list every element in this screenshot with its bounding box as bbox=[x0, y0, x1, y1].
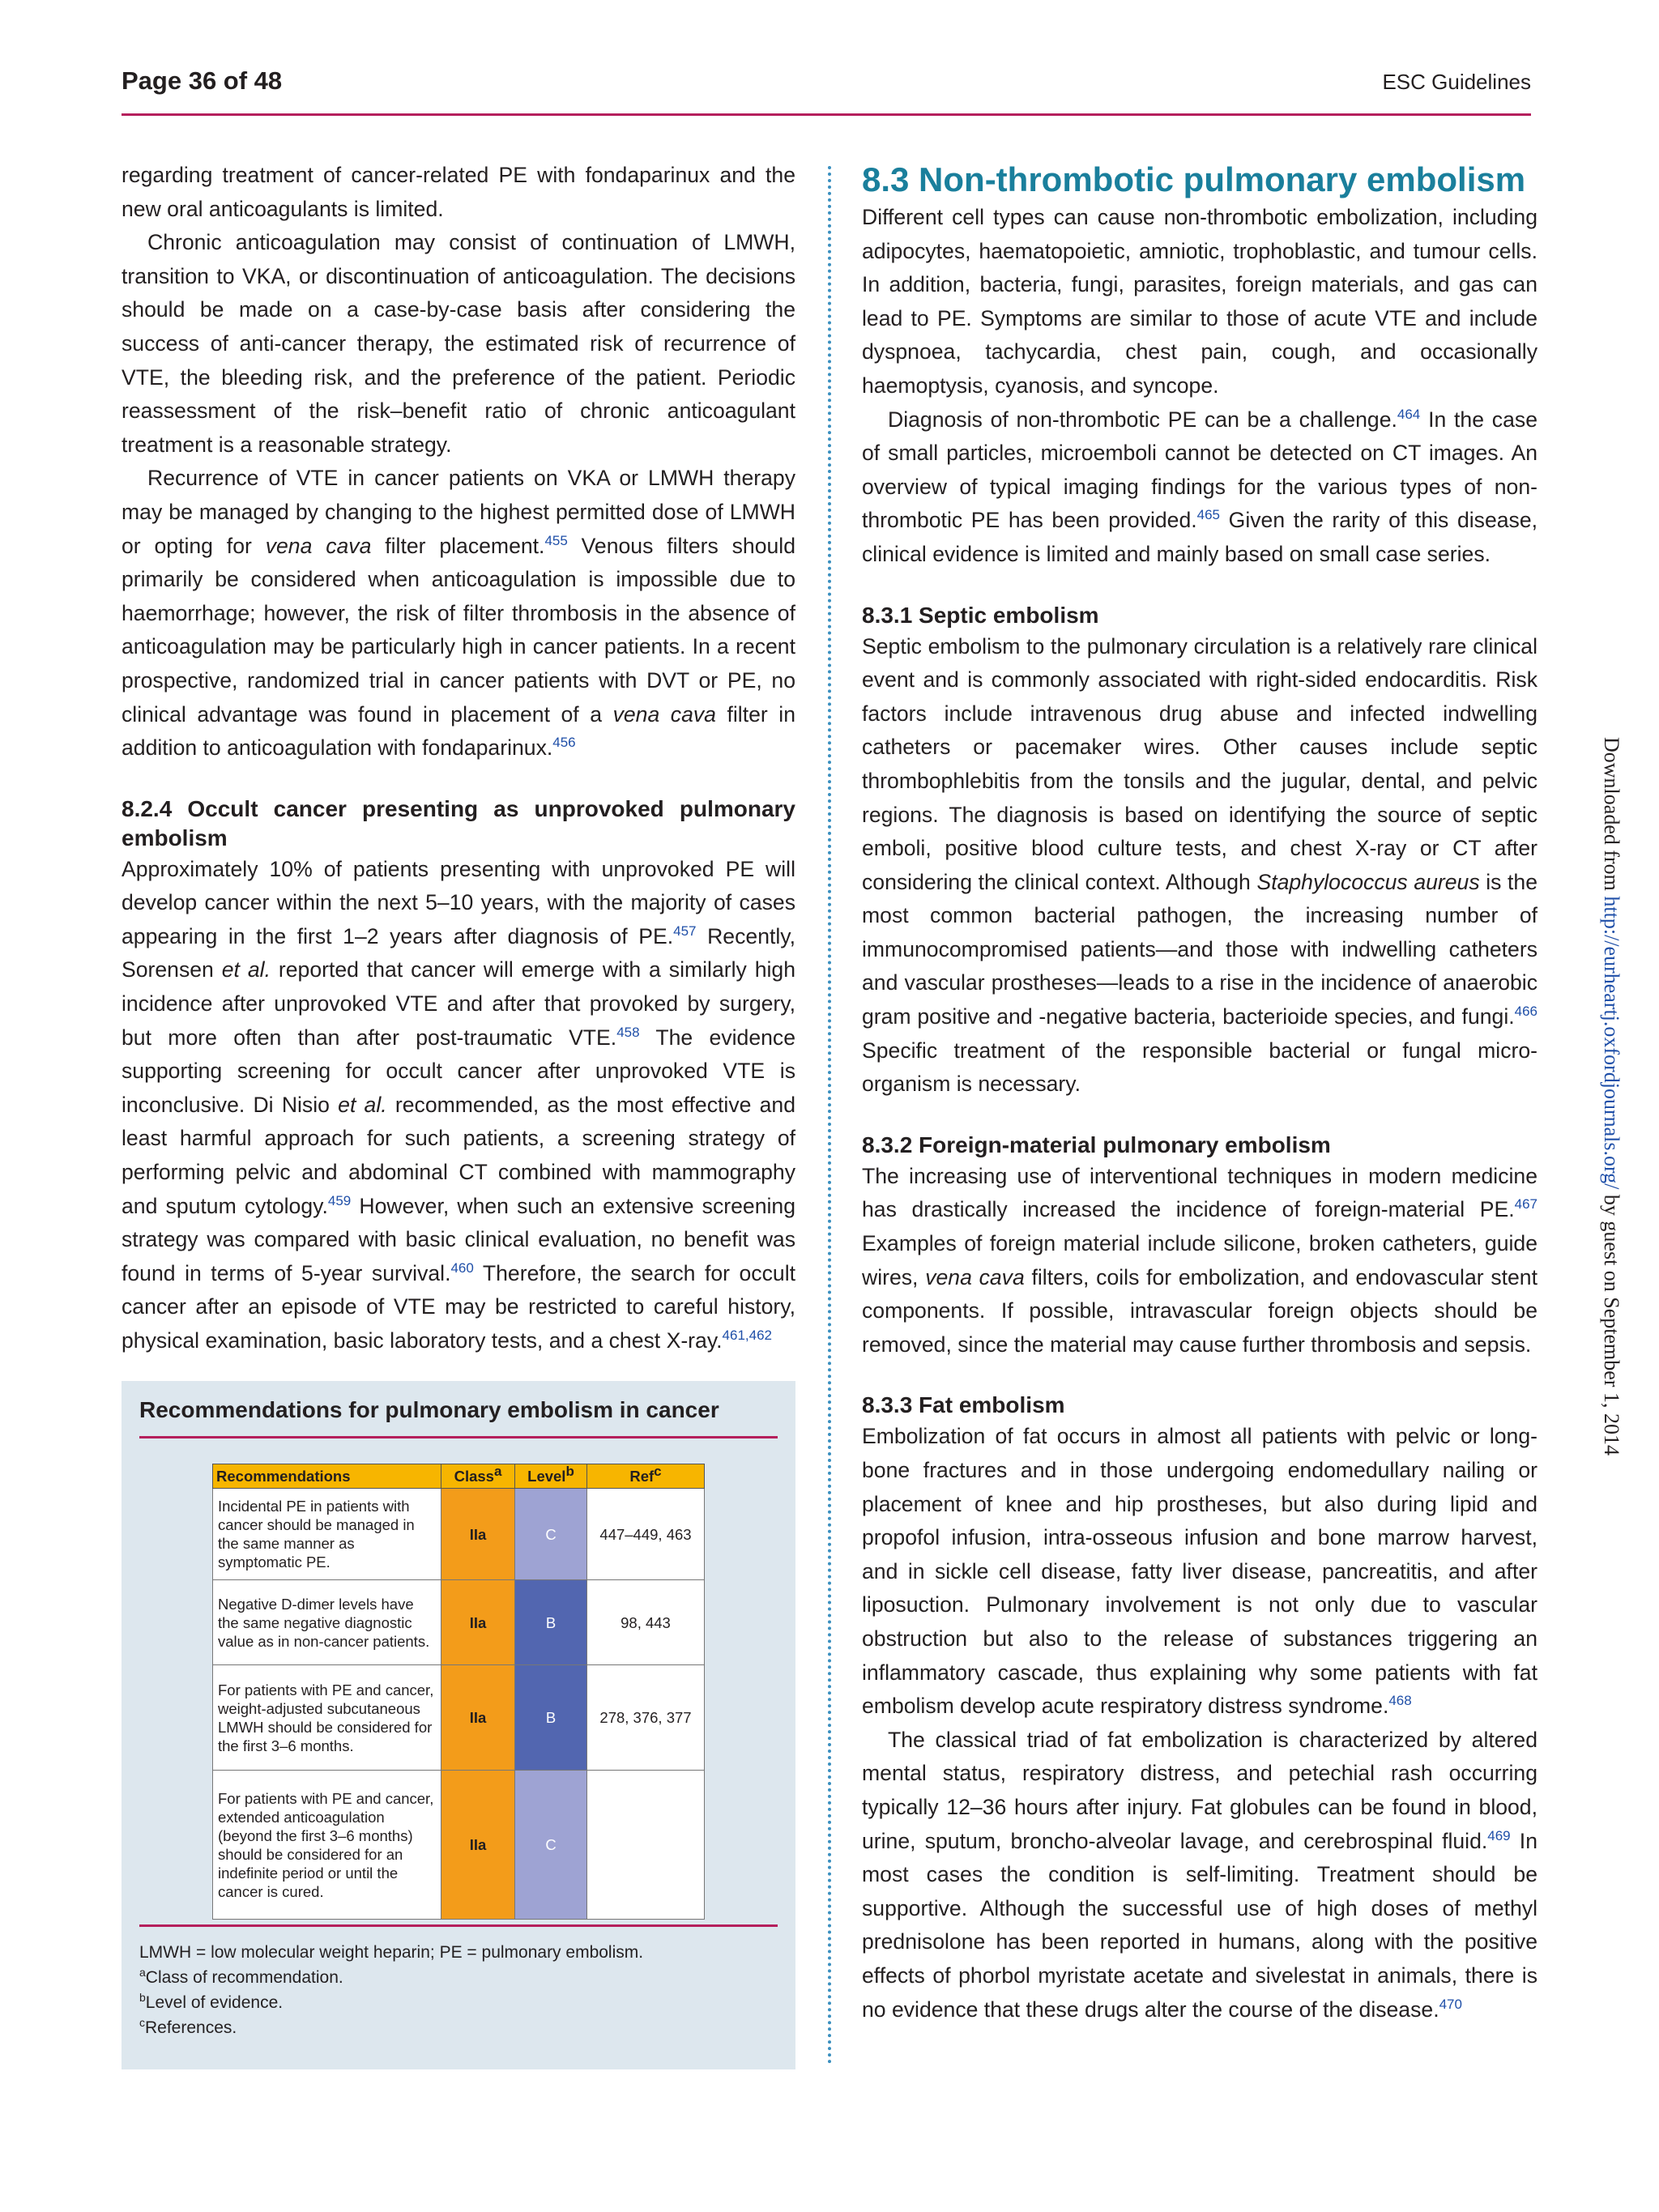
footnote-c: $^c$References. bbox=[139, 2016, 237, 2037]
citation-link[interactable]: 464 bbox=[1397, 406, 1421, 422]
citation-link[interactable]: 466 bbox=[1514, 1004, 1537, 1020]
level-cell: C bbox=[515, 1771, 587, 1920]
recommendation-text: For patients with PE and cancer, weight-adjusted subcutaneous LMWH should be considered for the first 3–6 months. bbox=[213, 1665, 441, 1771]
header-class: Class$^a$ bbox=[441, 1464, 515, 1489]
header-recommendations: Recommendations bbox=[213, 1464, 441, 1489]
class-cell: IIa bbox=[441, 1665, 515, 1771]
level-cell: C bbox=[515, 1489, 587, 1580]
citation-link[interactable]: 460 bbox=[450, 1259, 474, 1276]
journal-url-link[interactable]: http://eurheartj.oxfordjournals.org/ bbox=[1600, 896, 1623, 1190]
paragraph: The classical triad of fat embolization is characterized by altered mental status, respiratory distress, and petechial rash occurring typically 12–36 hours after injury. Fat globules can be found in blood, urine, sputum, broncho-alveolar lavage, and cerebrospinal fluid.$^{469}$ In most cases the condition is self-limiting. Treatment should be supportive. Although the successful use of high doses of methyl prednisolone has been reported in humans, along with the positive effects of phorbol myristate acetate and sivelestat in animals, there is no evidence that these drugs alter the course of the disease.$^{470}$ bbox=[862, 1727, 1537, 2022]
citation-link[interactable]: 456 bbox=[552, 735, 576, 751]
section-heading-8-3-2: 8.3.2 Foreign-material pulmonary embolism bbox=[862, 1132, 1331, 1157]
paragraph: Recurrence of VTE in cancer patients on VKA or LMWH therapy may be managed by changing to the highest permitted dose of LMWH or opting for vena cava filter placement.$^{455}$ Venous filters should primarily be considered when anticoagulation is impossible due to haemorrhage; however, the risk of filter thrombosis in the absence of anticoagulation may be particularly high in cancer patients. In a recent prospective, randomized trial in cancer patients with DVT or PE, no clinical advantage was found in placement of a vena cava filter in addition to anticoagulation with fondaparinux.$^{456}$ bbox=[122, 466, 795, 761]
recommendation-text: Incidental PE in patients with cancer should be managed in the same manner as symptomatic PE. bbox=[213, 1489, 441, 1580]
footnote-a: $^a$Class of recommendation. bbox=[139, 1966, 343, 1987]
section-heading-8-3-1: 8.3.1 Septic embolism bbox=[862, 602, 1099, 628]
citation-link[interactable]: 459 bbox=[327, 1192, 352, 1208]
level-cell: B bbox=[515, 1580, 587, 1665]
class-cell: IIa bbox=[441, 1489, 515, 1580]
table-row bbox=[213, 1665, 705, 1771]
page-number: Page 36 of 48 bbox=[122, 66, 283, 95]
citation-link[interactable]: 458 bbox=[616, 1024, 640, 1040]
box-footnotes bbox=[139, 1940, 643, 2040]
paragraph: The increasing use of interventional techniques in modern medicine has drastically increased the incidence of foreign-material PE.$^{467}$ Examples of foreign material include silicone, broken catheters, guide wires, vena cava filters, coils for embolization, and endovascular stent components. If possible, intravascular foreign objects should be removed, since the material may cause further thrombosis and sepsis. bbox=[862, 1163, 1537, 1357]
journal-name: ESC Guidelines bbox=[1382, 70, 1531, 94]
class-cell: IIa bbox=[441, 1771, 515, 1920]
box-title: Recommendations for pulmonary embolism in cancer bbox=[139, 1397, 719, 1422]
abbreviations-note: LMWH = low molecular weight heparin; PE = pulmonary embolism. bbox=[139, 1943, 644, 1962]
level-cell: B bbox=[515, 1665, 587, 1771]
recommendations-box bbox=[122, 1381, 795, 2069]
citation-link[interactable]: 465 bbox=[1196, 507, 1221, 523]
header-level: Level$^b$ bbox=[515, 1464, 587, 1489]
table-row bbox=[213, 1489, 705, 1580]
column-divider bbox=[828, 166, 831, 2065]
footnote-b: $^b$Level of evidence. bbox=[139, 1991, 284, 2012]
paragraph: Embolization of fat occurs in almost all patients with pelvic or long-bone fractures and in those undergoing endomedullary nailing or placement of knee and hip prostheses, but also during lipid and propofol infusion, intra-osseous infusion and bone marrow harvest, and in sickle cell disease, fatty liver disease, pancreatitis, and after liposuction. Pulmonary involvement is not only due to vascular obstruction but also to the release of substances triggering an inflammatory cascade, thus explaining why some patients with fat embolism develop acute respiratory distress syndrome.$^{468}$ bbox=[862, 1424, 1537, 1719]
citation-link[interactable]: 455 bbox=[544, 532, 568, 548]
citation-link[interactable]: 461,462 bbox=[722, 1328, 772, 1344]
table-row bbox=[213, 1580, 705, 1665]
class-cell: IIa bbox=[441, 1580, 515, 1665]
section-heading-8-2-4: 8.2.4 Occult cancer presenting as unprovoked pulmonary embolism bbox=[122, 795, 795, 850]
ref-cell bbox=[587, 1771, 705, 1920]
header-ref: Ref$^c$ bbox=[587, 1464, 705, 1489]
citation-link[interactable]: 468 bbox=[1388, 1693, 1412, 1709]
table-row bbox=[213, 1771, 705, 1920]
recommendation-text: For patients with PE and cancer, extended anticoagulation (beyond the first 3–6 months) should be considered for an indefinite period or until the cancer is cured. bbox=[213, 1771, 441, 1920]
paragraph: Different cell types can cause non-thrombotic embolization, including adipocytes, haematopoietic, amniotic, trophoblastic, and tumour cells. In addition, bacteria, fungi, parasites, foreign materials, and gas can lead to PE. Symptoms are similar to those of acute VTE and include dyspnoea, tachycardia, chest pain, cough, and occasionally haemoptysis, cyanosis, and syncope. bbox=[862, 205, 1537, 398]
paragraph: Approximately 10% of patients presenting with unprovoked PE will develop cancer within the next 5–10 years, with the majority of cases appearing in the first 1–2 years after diagnosis of PE.$^{457}$ Recently, Sorensen et al. reported that cancer will emerge with a similarly high incidence after unprovoked VTE and after that provoked by surgery, but more often than after post-traumatic VTE.$^{458}$ The evidence supporting screening for occult cancer after unprovoked VTE is inconclusive. Di Nisio et al. recommended, as the most effective and least harmful approach for such patients, a screening strategy of performing pelvic and abdominal CT combined with mammography and sputum cytology.$^{459}$ However, when such an extensive screening strategy was compared with basic clinical evaluation, no benefit was found in terms of 5-year survival.$^{460}$ Therefore, the search for occult cancer after an episode of VTE may be restricted to careful history, physical examination, basic laboratory tests, and a chest X-ray.$^{461,462}$ bbox=[122, 856, 796, 1353]
paragraph: regarding treatment of cancer-related PE with fondaparinux and the new oral anticoagulants is limited. bbox=[122, 163, 795, 221]
citation-link[interactable]: 467 bbox=[1514, 1196, 1537, 1213]
recommendation-text: Negative D-dimer levels have the same negative diagnostic value as in non-cancer patients. bbox=[213, 1580, 441, 1665]
ref-cell[interactable]: 447–449, 463 bbox=[587, 1489, 705, 1580]
section-heading-8-3-3: 8.3.3 Fat embolism bbox=[862, 1392, 1065, 1418]
table-header-row bbox=[213, 1464, 705, 1489]
box-rule-bottom bbox=[139, 1924, 778, 1927]
citation-link[interactable]: 457 bbox=[673, 923, 697, 940]
download-watermark: Downloaded from http://eurheartj.oxfordjournals.org/ by guest on September 1, 2014 bbox=[1600, 737, 1623, 1455]
box-rule-top bbox=[139, 1436, 778, 1438]
citation-link[interactable]: 469 bbox=[1487, 1827, 1511, 1843]
recommendations-table bbox=[212, 1464, 705, 1920]
paragraph: Chronic anticoagulation may consist of continuation of LMWH, transition to VKA, or discontinuation of anticoagulation. The decisions should be made on a case-by-case basis after considering the success of anti-cancer therapy, the estimated risk of recurrence of VTE, the bleeding risk, and the preference of the patient. Periodic reassessment of the risk–benefit ratio of chronic anticoagulant treatment is a reasonable strategy. bbox=[122, 230, 795, 457]
header-rule bbox=[122, 113, 1531, 116]
citation-link[interactable]: 470 bbox=[1439, 1996, 1462, 2012]
paragraph: Septic embolism to the pulmonary circulation is a relatively rare clinical event and is commonly associated with right-sided endocarditis. Risk factors include intravenous drug abuse and infected indwelling catheters or pacemaker wires. Other causes include septic thrombophlebitis from the tonsils and the jugular, dental, and pelvic regions. The diagnosis is based on identifying the source of septic emboli, positive blood culture tests, and chest X-ray or CT after considering the clinical context. Although Staphylococcus aureus is the most common bacterial pathogen, the increasing number of immunocompromised patients—and those with indwelling catheters and vascular prostheses—leads to a rise in the incidence of anaerobic gram positive and -negative bacteria, bacterioide species, and fungi.$^{466}$ Specific treatment of the responsible bacterial or fungal micro-organism is necessary. bbox=[862, 633, 1538, 1097]
right-column bbox=[862, 159, 1537, 2027]
left-column bbox=[122, 159, 795, 1358]
section-heading-8-3: 8.3 Non-thrombotic pulmonary embolism bbox=[862, 160, 1526, 198]
paragraph: Diagnosis of non-thrombotic PE can be a challenge.$^{464}$ In the case of small particles, microemboli cannot be detected on CT images. An overview of typical imaging findings for the various types of non-thrombotic PE has been provided.$^{465}$ Given the rarity of this disease, clinical evidence is limited and mainly based on small case series. bbox=[862, 406, 1538, 566]
ref-cell[interactable]: 278, 376, 377 bbox=[587, 1665, 705, 1771]
ref-cell[interactable]: 98, 443 bbox=[587, 1580, 705, 1665]
